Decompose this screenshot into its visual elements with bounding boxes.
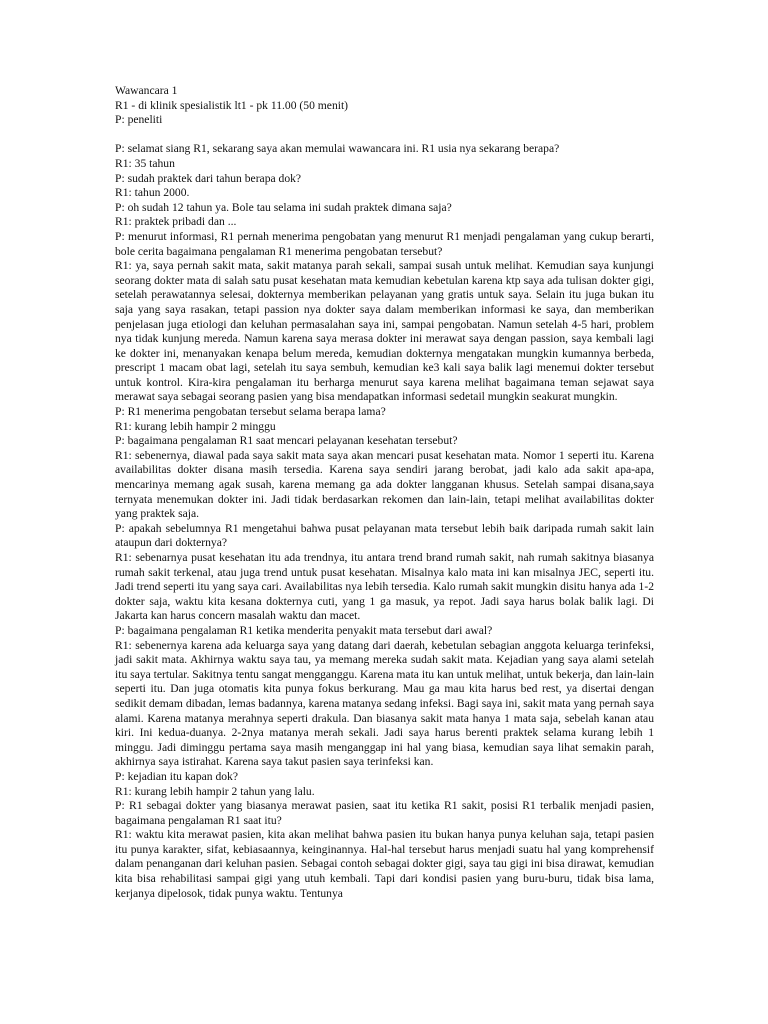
transcript-line: P: apakah sebelumnya R1 mengetahui bahwa pusat pelayanan mata tersebut lebih baik daripada rumah sakit lain ataupun dari dokternya? (115, 521, 654, 550)
session-info: R1 - di klinik spesialistik lt1 - pk 11.00 (50 menit) (115, 98, 349, 112)
transcript-line: P: selamat siang R1, sekarang saya akan memulai wawancara ini. R1 usia nya sekarang berapa? (115, 142, 560, 156)
transcript-line: R1: sebenarnya pusat kesehatan itu ada trendnya, itu antara trend brand rumah sakit, nah rumah sakitnya biasanya rumah sakit terkenal, atau juga trend untuk pusat kesehatan. Misalnya kalo mata ini kan misalnya JEC, seperti itu. Jadi trend seperti itu yang saya cari. Availabilitas nya lebih tersedia. Kalo rumah sakit mungkin disitu hanya ada 1-2 dokter saja, waktu kita kesana dokternya cuti, yang 1 ga masuk, ya repot. Jadi saya harus bolak balik lagi. Di Jakarta kan harus concern masalah waktu dan macet. (115, 551, 654, 623)
transcript-line: P: R1 menerima pengobatan tersebut selama berapa lama? (115, 405, 386, 419)
transcript-line: P: bagaimana pengalaman R1 saat mencari pelayanan kesehatan tersebut? (115, 434, 458, 448)
interviewer-legend: P: peneliti (115, 113, 163, 127)
transcript-line: P: oh sudah 12 tahun ya. Bole tau selama ini sudah praktek dimana saja? (115, 200, 452, 214)
transcript-line: R1: 35 tahun (115, 156, 175, 170)
transcript-line: P: menurut informasi, R1 pernah menerima pengobatan yang menurut R1 menjadi pengalaman yang cukup berarti, bole cerita bagaimana pengalaman R1 menerima pengobatan tersebut? (115, 229, 654, 258)
transcript-line: R1: kurang lebih hampir 2 minggu (115, 419, 276, 433)
transcript-line: R1: tahun 2000. (115, 186, 190, 200)
transcript-line: R1: praktek pribadi dan ... (115, 215, 237, 229)
interview-title: Wawancara 1 (115, 84, 178, 97)
document-page (115, 84, 654, 901)
transcript-line: P: kejadian itu kapan dok? (115, 769, 238, 783)
transcript-line: R1: waktu kita merawat pasien, kita akan melihat bahwa pasien itu bukan hanya punya keluhan saja, tetapi pasien itu punya karakter, sifat, kebiasaannya, keinginannya. Hal-hal tersebut harus menjadi suatu hal yang komprehensif dalam penanganan dari keluhan pasien. Sebagai contoh sebagai dokter gigi, saya tau gigi ini bisa dirawat, kemudian kita bisa rehabilitasi sampai gigi yang utuh kembali. Tapi dari kondisi pasien yang buru-buru, tidak bisa lama, kerjanya dipelosok, tidak punya waktu. Tentunya (115, 828, 654, 900)
paragraph-gap (115, 128, 654, 143)
transcript-line: P: bagaimana pengalaman R1 ketika menderita penyakit mata tersebut dari awal? (115, 623, 493, 637)
transcript-line: R1: kurang lebih hampir 2 tahun yang lalu. (115, 784, 315, 798)
transcript-line: P: R1 sebagai dokter yang biasanya merawat pasien, saat itu ketika R1 sakit, posisi R1 terbalik menjadi pasien, bagaimana pengalaman R1 saat itu? (115, 799, 654, 827)
transcript-line: R1: sebenernya, diawal pada saya sakit mata saya akan mencari pusat kesehatan mata. Nomor 1 seperti itu. Karena availabilitas dokter disana masih tersedia. Karena saya sendiri jarang berobat, jadi kalo ada sakit apa-apa, mencarinya memang agak susah, karena memang ga ada dokter langganan khusus. Setelah sampai disana,saya ternyata menemukan dokter ini. Jadi tidak berdasarkan rekomen dan lain-lain, tetapi melihat availabilitas dokter yang praktek saja. (115, 448, 654, 521)
transcript-line: P: sudah praktek dari tahun berapa dok? (115, 171, 302, 185)
transcript-line: R1: sebenernya karena ada keluarga saya yang datang dari daerah, kebetulan sebagian anggota keluarga terinfeksi, jadi sakit mata. Akhirnya waktu saya tau, ya memang mereka sudah sakit mata. Kejadian yang saya alami setelah itu saya tertular. Sakitnya tentu sangat mengganggu. Karena mata itu kan untuk melihat, untuk bekerja, dan lain-lain seperti itu. Dan juga otomatis kita punya fokus berkurang. Mau ga mau kita harus bed rest, ya disertai dengan sedikit demam dibadan, lemas badannya, karena matanya sedang infeksi. Bagi saya ini, sakit mata yang pernah saya alami. Karena matanya merahnya seperti drakula. Dan biasanya sakit mata hanya 1 mata saja, sebelah kanan atau kiri. Ini kedua-duanya. 2-2nya matanya merah sekali. Jadi saya harus berenti praktek selama kurang lebih 1 minggu. Jadi diminggu pertama saya masih menganggap ini hal yang biasa, kemudian saya lihat semakin parah, akhirnya saya istirahat. Karena saya takut pasien saya terinfeksi kan. (115, 638, 654, 769)
transcript-line: R1: ya, saya pernah sakit mata, sakit matanya parah sekali, sampai susah untuk melihat. Kemudian saya kunjungi seorang dokter mata di salah satu pusat kesehatan mata kemudian kebetulan karena ktp saya ada tulisan dokter gigi, setelah perawatannya selesai, dokternya memberikan pelayanan yang gratis untuk saya. Selain itu juga bukan itu saja yang saya rasakan, tetapi passion nya dokter saya dalam memberikan informasi ke saya, dan memberikan penjelasan juga etiologi dan keluhan permasalahan saya ini, sampai pengobatan. Namun setelah 4-5 hari, problem nya tidak kunjung mereda. Namun karena saya merasa dokter ini merawat saya dengan passion, saya kembali lagi ke dokter ini, menanyakan kenapa belum mereda, kemudian dokternya mengatakan mungkin kumannya berbeda, prescript 1 macam obat lagi, setelah itu saya sembuh, kemudian ke3 kali saya balik lagi menemui dokter tersebut untuk kontrol. Kira-kira pengalaman itu berharga menurut saya karena melihat bagaimana teman sejawat saya merawat saya sebagai seorang pasien yang bisa mendapatkan informasi sedetail mungkin seakurat mungkin. (115, 259, 654, 404)
